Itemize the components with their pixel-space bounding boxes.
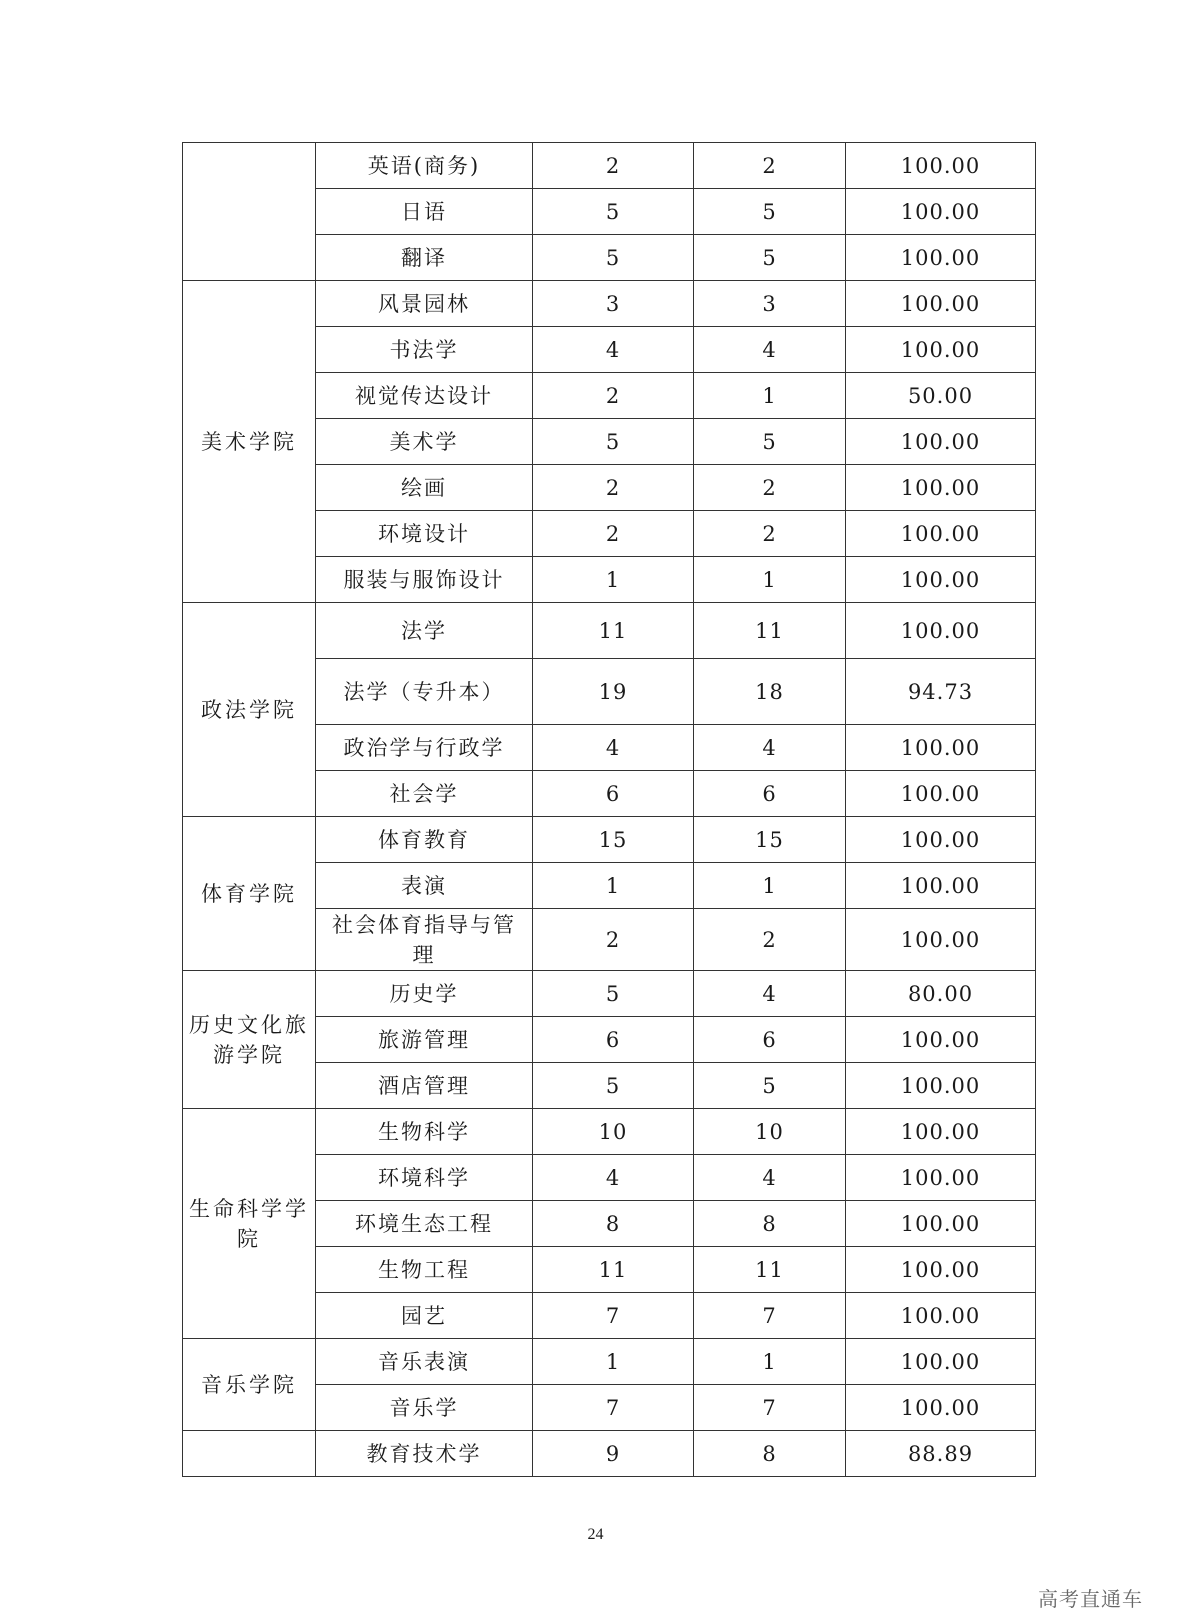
- employed-cell: 10: [694, 1109, 846, 1155]
- employed-cell: 1: [694, 1339, 846, 1385]
- rate-cell: 100.00: [846, 419, 1036, 465]
- rate-cell: 100.00: [846, 557, 1036, 603]
- table-row: [183, 603, 1036, 659]
- rate-cell: 100.00: [846, 1339, 1036, 1385]
- enrolled-cell: 2: [533, 909, 694, 971]
- enrolled-cell: 4: [533, 327, 694, 373]
- enrolled-cell: 1: [533, 557, 694, 603]
- rate-cell: 100.00: [846, 281, 1036, 327]
- rate-cell: 100.00: [846, 1063, 1036, 1109]
- employed-cell: 8: [694, 1431, 846, 1477]
- major-cell: 美术学: [316, 419, 533, 465]
- college-cell: [183, 143, 316, 281]
- enrolled-cell: 4: [533, 725, 694, 771]
- enrolled-cell: 5: [533, 419, 694, 465]
- major-cell: 历史学: [316, 971, 533, 1017]
- employed-cell: 2: [694, 143, 846, 189]
- table-row: [183, 143, 1036, 189]
- major-cell: 体育教育: [316, 817, 533, 863]
- rate-cell: 100.00: [846, 465, 1036, 511]
- employed-cell: 4: [694, 725, 846, 771]
- rate-cell: 100.00: [846, 511, 1036, 557]
- employed-cell: 5: [694, 419, 846, 465]
- enrolled-cell: 5: [533, 971, 694, 1017]
- enrolled-cell: 6: [533, 771, 694, 817]
- table-row: [183, 1109, 1036, 1155]
- watermark: 高考直通车: [1038, 1587, 1143, 1611]
- rate-cell: 100.00: [846, 235, 1036, 281]
- college-cell: 音乐学院: [183, 1339, 316, 1431]
- rate-cell: 80.00: [846, 971, 1036, 1017]
- college-cell: 历史文化旅游学院: [183, 971, 316, 1109]
- major-cell: 视觉传达设计: [316, 373, 533, 419]
- enrolled-cell: 6: [533, 1017, 694, 1063]
- major-cell: 园艺: [316, 1293, 533, 1339]
- employed-cell: 1: [694, 863, 846, 909]
- data-table: [182, 142, 1036, 1477]
- employed-cell: 6: [694, 1017, 846, 1063]
- major-cell: 环境设计: [316, 511, 533, 557]
- enrolled-cell: 11: [533, 1247, 694, 1293]
- major-cell: 生物科学: [316, 1109, 533, 1155]
- college-cell: 生命科学学院: [183, 1109, 316, 1339]
- rate-cell: 100.00: [846, 189, 1036, 235]
- major-cell: 法学: [316, 603, 533, 659]
- major-cell: 法学（专升本）: [316, 659, 533, 725]
- major-cell: 生物工程: [316, 1247, 533, 1293]
- enrolled-cell: 4: [533, 1155, 694, 1201]
- rate-cell: 100.00: [846, 327, 1036, 373]
- enrolled-cell: 19: [533, 659, 694, 725]
- major-cell: 服装与服饰设计: [316, 557, 533, 603]
- table-row: [183, 281, 1036, 327]
- enrolled-cell: 9: [533, 1431, 694, 1477]
- rate-cell: 100.00: [846, 603, 1036, 659]
- college-cell: 政法学院: [183, 603, 316, 817]
- major-cell: 绘画: [316, 465, 533, 511]
- enrolled-cell: 5: [533, 1063, 694, 1109]
- enrolled-cell: 8: [533, 1201, 694, 1247]
- table-row: [183, 971, 1036, 1017]
- college-cell: 体育学院: [183, 817, 316, 971]
- rate-cell: 100.00: [846, 1109, 1036, 1155]
- major-cell: 英语(商务): [316, 143, 533, 189]
- enrolled-cell: 10: [533, 1109, 694, 1155]
- major-cell: 表演: [316, 863, 533, 909]
- employed-cell: 18: [694, 659, 846, 725]
- rate-cell: 100.00: [846, 143, 1036, 189]
- major-cell: 旅游管理: [316, 1017, 533, 1063]
- table-body: [183, 143, 1036, 1477]
- rate-cell: 100.00: [846, 771, 1036, 817]
- employed-cell: 6: [694, 771, 846, 817]
- major-cell: 书法学: [316, 327, 533, 373]
- employed-cell: 11: [694, 1247, 846, 1293]
- table-row: [183, 1431, 1036, 1477]
- employed-cell: 5: [694, 189, 846, 235]
- enrolled-cell: 2: [533, 143, 694, 189]
- enrolled-cell: 11: [533, 603, 694, 659]
- employed-cell: 1: [694, 373, 846, 419]
- table-row: [183, 1339, 1036, 1385]
- major-cell: 日语: [316, 189, 533, 235]
- major-cell: 翻译: [316, 235, 533, 281]
- employed-cell: 2: [694, 909, 846, 971]
- rate-cell: 88.89: [846, 1431, 1036, 1477]
- college-cell: [183, 1431, 316, 1477]
- enrolled-cell: 2: [533, 465, 694, 511]
- enrolled-cell: 5: [533, 235, 694, 281]
- employed-cell: 4: [694, 327, 846, 373]
- employed-cell: 2: [694, 511, 846, 557]
- enrolled-cell: 7: [533, 1293, 694, 1339]
- enrolled-cell: 3: [533, 281, 694, 327]
- rate-cell: 94.73: [846, 659, 1036, 725]
- rate-cell: 100.00: [846, 1385, 1036, 1431]
- rate-cell: 100.00: [846, 1017, 1036, 1063]
- major-cell: 风景园林: [316, 281, 533, 327]
- enrolled-cell: 1: [533, 1339, 694, 1385]
- rate-cell: 100.00: [846, 817, 1036, 863]
- major-cell: 音乐表演: [316, 1339, 533, 1385]
- employed-cell: 8: [694, 1201, 846, 1247]
- rate-cell: 100.00: [846, 1155, 1036, 1201]
- major-cell: 教育技术学: [316, 1431, 533, 1477]
- college-cell: 美术学院: [183, 281, 316, 603]
- major-cell: 社会学: [316, 771, 533, 817]
- major-cell: 社会体育指导与管理: [316, 909, 533, 971]
- major-cell: 音乐学: [316, 1385, 533, 1431]
- rate-cell: 100.00: [846, 725, 1036, 771]
- major-cell: 环境生态工程: [316, 1201, 533, 1247]
- major-cell: 环境科学: [316, 1155, 533, 1201]
- employed-cell: 15: [694, 817, 846, 863]
- employed-cell: 1: [694, 557, 846, 603]
- employed-cell: 2: [694, 465, 846, 511]
- employed-cell: 4: [694, 1155, 846, 1201]
- enrolled-cell: 15: [533, 817, 694, 863]
- rate-cell: 100.00: [846, 1201, 1036, 1247]
- rate-cell: 100.00: [846, 1293, 1036, 1339]
- page-number: 24: [587, 1526, 604, 1543]
- rate-cell: 50.00: [846, 373, 1036, 419]
- table-row: [183, 817, 1036, 863]
- employed-cell: 4: [694, 971, 846, 1017]
- rate-cell: 100.00: [846, 1247, 1036, 1293]
- enrolled-cell: 1: [533, 863, 694, 909]
- employed-cell: 11: [694, 603, 846, 659]
- major-cell: 政治学与行政学: [316, 725, 533, 771]
- major-cell: 酒店管理: [316, 1063, 533, 1109]
- enrolled-cell: 2: [533, 511, 694, 557]
- employed-cell: 7: [694, 1293, 846, 1339]
- rate-cell: 100.00: [846, 909, 1036, 971]
- rate-cell: 100.00: [846, 863, 1036, 909]
- enrolled-cell: 7: [533, 1385, 694, 1431]
- employed-cell: 3: [694, 281, 846, 327]
- employed-cell: 5: [694, 1063, 846, 1109]
- employed-cell: 7: [694, 1385, 846, 1431]
- employed-cell: 5: [694, 235, 846, 281]
- enrolled-cell: 2: [533, 373, 694, 419]
- enrolled-cell: 5: [533, 189, 694, 235]
